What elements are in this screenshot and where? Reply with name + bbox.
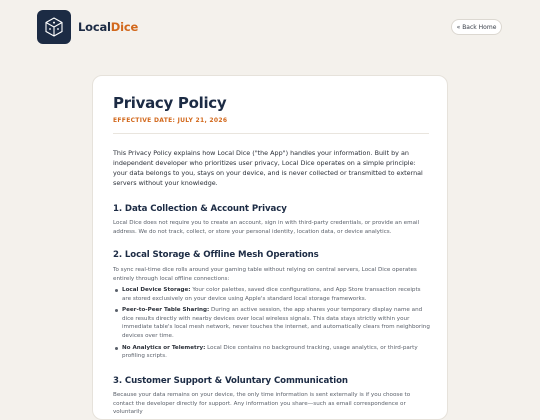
app-logo[interactable] bbox=[37, 10, 71, 44]
dice-logo-icon bbox=[43, 16, 65, 38]
page-title: Privacy Policy bbox=[113, 94, 227, 112]
policy-card bbox=[92, 75, 448, 420]
section-body-local-storage: To sync real-time dice rolls around your gaming table without relying on central servers, Local Dice operates entirely through local offline connections: bbox=[113, 267, 417, 282]
bullet-text: Your color palettes, saved dice configurations, and App Store transaction receipts are stored exclusively on your device using Apple's standard local storage frameworks. bbox=[122, 287, 421, 302]
bullet-label: Local Device Storage: bbox=[122, 287, 191, 293]
list-item bbox=[113, 286, 431, 303]
intro-paragraph: This Privacy Policy explains how Local Dice ("the App") handles your information. Built by an independent developer who prioritizes user privacy, Local Dice operates on a simple principle: your data belongs to you, stays on your device, and is never collected or transmitted to external servers without your knowledge. bbox=[113, 149, 423, 187]
brand-dice: Dice bbox=[110, 20, 139, 34]
top-bar bbox=[0, 0, 540, 56]
bullet-label: Peer-to-Peer Table Sharing: bbox=[122, 307, 210, 314]
list-item bbox=[113, 344, 431, 361]
brand-local: Local bbox=[78, 20, 111, 34]
section-body-data-collection: Local Dice does not require you to create an account, sign in with third-party credentials, or provide an email address. We do not track, collect, or store your personal identity, location data, or device analytics. bbox=[113, 220, 420, 235]
bullet-dot bbox=[115, 289, 118, 292]
section-heading-support: 3. Customer Support & Voluntary Communication bbox=[113, 376, 348, 386]
section-heading-local-storage: 2. Local Storage & Offline Mesh Operations bbox=[113, 250, 319, 260]
effective-date: EFFECTIVE DATE: JULY 21, 2026 bbox=[113, 117, 228, 124]
list-item bbox=[113, 306, 431, 340]
section-heading-data-collection: 1. Data Collection & Account Privacy bbox=[113, 204, 287, 214]
bullet-label: No Analytics or Telemetry: bbox=[122, 344, 206, 351]
bullet-dot bbox=[115, 309, 118, 312]
bullet-text: During an active session, the app shares your temporary display name and dice results directly with nearby devices over local wireless signals. This data stays strictly within your immediate table's local mesh network, never touches the internet, and automatically clears from neighboring devices over time. bbox=[122, 307, 430, 339]
bullet-dot bbox=[115, 347, 118, 350]
bullet-text: Local Dice contains no background tracking, usage analytics, or third-party profiling scripts. bbox=[122, 344, 418, 360]
section-body-support: Because your data remains on your device, the only time information is sent externally is if you choose to contact the developer directly for support. Any information you share—such as email correspondence or voluntarily bbox=[113, 392, 411, 416]
storage-bullet-list bbox=[113, 286, 431, 364]
divider bbox=[113, 133, 429, 134]
brand-name bbox=[78, 20, 138, 34]
back-home-button[interactable]: « Back Home bbox=[451, 19, 502, 35]
